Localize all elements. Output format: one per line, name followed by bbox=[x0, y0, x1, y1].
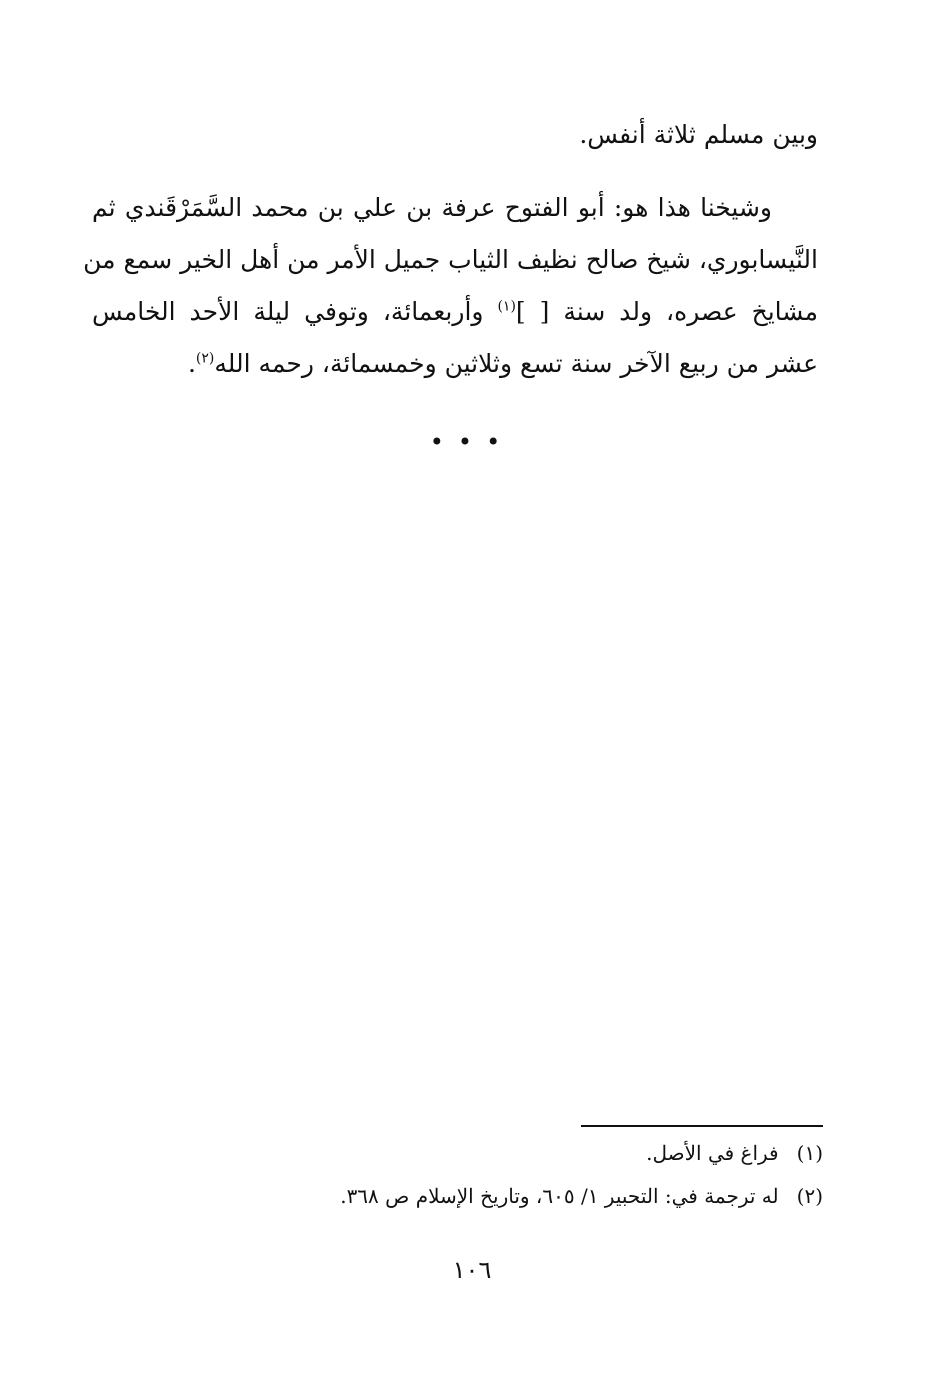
footnote-2-number: (٢) bbox=[796, 1184, 823, 1208]
footnote-ref-2: (٢) bbox=[195, 350, 215, 367]
paragraph-line-4 bbox=[92, 338, 818, 390]
paragraph-line-3a: مشايخ عصره، ولد سنة [ ] bbox=[515, 297, 818, 326]
section-separator-dots: ••• bbox=[429, 428, 515, 456]
page-number: ١٠٦ bbox=[452, 1256, 492, 1284]
footnote-divider bbox=[581, 1125, 823, 1127]
footnote-2 bbox=[340, 1184, 823, 1208]
text-line-1: وبين مسلم ثلاثة أنفس. bbox=[579, 120, 818, 149]
paragraph-line-3b: وأربعمائة، وتوفي ليلة الأحد الخامس bbox=[92, 297, 484, 326]
paragraph-biography bbox=[83, 182, 818, 390]
footnote-1-number: (١) bbox=[796, 1141, 823, 1165]
paragraph-line-4-text: عشر من ربيع الآخر سنة تسع وثلاثين وخمسمائة، رحمه الله bbox=[214, 349, 818, 378]
paragraph-line-1: وشيخنا هذا هو: أبو الفتوح عرفة بن علي بن محمد السَّمَرْقَندي ثم bbox=[92, 193, 772, 222]
footnote-1-text: فراغ في الأصل. bbox=[646, 1141, 779, 1165]
paragraph-end-period: . bbox=[187, 349, 196, 378]
footnote-1 bbox=[646, 1141, 823, 1165]
footnote-2-text: له ترجمة في: التحبير ١/ ٦٠٥، وتاريخ الإسلام ص ٣٦٨. bbox=[340, 1184, 779, 1208]
paragraph-line-3 bbox=[92, 286, 818, 338]
paragraph-line-2: النَّيسابوري، شيخ صالح نظيف الثياب جميل الأمر من أهل الخير سمع من bbox=[83, 245, 818, 274]
footnote-ref-1: (١) bbox=[497, 298, 516, 315]
